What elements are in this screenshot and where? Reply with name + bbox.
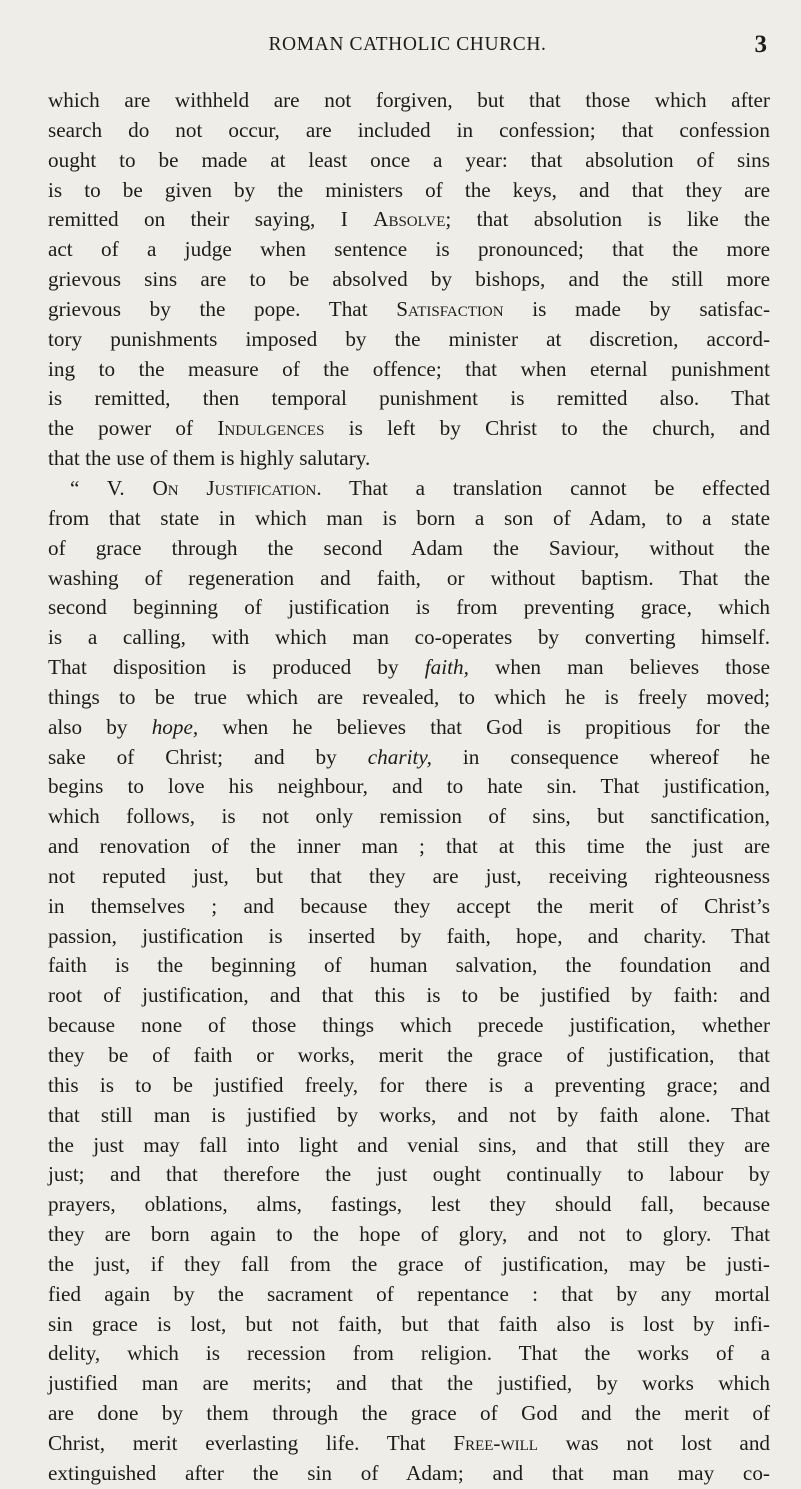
- text-line: [48, 295, 770, 325]
- text-line: root of justification, and that this is to be justified by faith: and: [48, 983, 770, 1008]
- text-run: when he believes that God is propitious for the: [222, 714, 771, 739]
- text-line: fied again by the sacrament of repentance : that by any mortal: [48, 1281, 770, 1306]
- text-line: second beginning of justification is from preventing grace, which: [48, 595, 770, 620]
- text-run: was not lost and: [565, 1430, 771, 1455]
- body-text: [48, 86, 770, 1489]
- text-run: Christ, merit everlasting life. That: [48, 1430, 426, 1455]
- text-line: search do not occur, are included in confession; that confession: [48, 117, 770, 142]
- text-line: the just, if they fall from the grace of justification, may be justi-: [48, 1251, 770, 1276]
- text-line: is a calling, with which man co-operates by converting himself.: [48, 625, 770, 650]
- term-charity: charity,: [367, 744, 432, 769]
- text-line: because none of those things which precede justification, whether: [48, 1013, 770, 1038]
- text-line: justified man are merits; and that the justified, by works which: [48, 1371, 770, 1396]
- text-line: and renovation of the inner man ; that at this time the just are: [48, 834, 770, 859]
- term-absolve: Absolve: [373, 207, 446, 232]
- text-run: in consequence whereof he: [462, 744, 771, 769]
- text-line: [48, 205, 770, 235]
- text-line: are done by them through the grace of God and the merit of: [48, 1401, 770, 1426]
- text-line: [48, 1429, 770, 1459]
- text-line: ought to be made at least once a year: that absolution of sins: [48, 147, 770, 172]
- text-run: remitted on their saying, I: [48, 207, 348, 232]
- text-line: just; and that therefore the just ought continually to labour by: [48, 1162, 770, 1187]
- text-run: is made by satisfac-: [532, 296, 771, 321]
- text-run: ; that absolution is like the: [445, 207, 771, 232]
- text-line: [48, 414, 770, 444]
- page-number: 3: [754, 31, 767, 58]
- text-line: they be of faith or works, merit the grace of justification, that: [48, 1043, 770, 1067]
- text-line: is to be given by the ministers of the keys, and that they are: [48, 177, 770, 202]
- text-line: sin grace is lost, but not faith, but that faith also is lost by infi-: [48, 1311, 770, 1336]
- text-run: That a translation cannot be effected: [349, 475, 770, 500]
- text-line: passion, justification is inserted by faith, hope, and charity. That: [48, 923, 770, 948]
- term-faith: faith,: [424, 655, 469, 680]
- text-line: [48, 713, 770, 743]
- text-run: when man believes those: [495, 655, 771, 680]
- text-line: is remitted, then temporal punishment is remitted also. That: [48, 386, 770, 411]
- text-line: prayers, oblations, alms, fastings, lest they should fall, because: [48, 1192, 770, 1217]
- text-line: faith is the beginning of human salvation, the foundation and: [48, 953, 770, 978]
- text-line: of grace through the second Adam the Saviour, without the: [48, 535, 770, 560]
- text-line: that the use of them is highly salutary.: [48, 446, 371, 471]
- text-line: this is to be justified freely, for there is a preventing grace; and: [48, 1072, 770, 1097]
- text-line: not reputed just, but that they are just, receiving righteousness: [48, 863, 770, 888]
- text-line: tory punishments imposed by the minister at discretion, accord-: [48, 326, 770, 351]
- text-run: grievous by the pope. That: [48, 296, 368, 321]
- text-line: grievous sins are to be absolved by bishops, and the still more: [48, 267, 770, 292]
- text-line: the just may fall into light and venial sins, and that still they are: [48, 1132, 770, 1157]
- text-run: also by: [48, 714, 128, 739]
- text-line: things to be true which are revealed, to which he is freely moved;: [48, 684, 770, 709]
- text-line: in themselves ; and because they accept the merit of Christ’s: [48, 893, 770, 918]
- term-free-will: Free-will: [453, 1430, 538, 1455]
- text-line: which are withheld are not forgiven, but that those which after: [48, 88, 770, 112]
- text-run: is left by Christ to the church, and: [348, 416, 771, 441]
- text-run: the power of: [48, 416, 194, 441]
- text-line: ing to the measure of the offence; that when eternal punishment: [48, 356, 770, 381]
- term-hope: hope,: [151, 714, 199, 739]
- text-line: they are born again to the hope of glory, and not to glory. That: [48, 1222, 770, 1247]
- text-run: sake of Christ; and by: [48, 744, 337, 769]
- text-line: [48, 743, 770, 773]
- text-line: begins to love his neighbour, and to hate sin. That justification,: [48, 774, 770, 799]
- text-line: washing of regeneration and faith, or without baptism. That the: [48, 565, 770, 590]
- text-line: which follows, is not only remission of sins, but sanctification,: [48, 804, 770, 829]
- running-head: [48, 31, 767, 68]
- text-line: [48, 474, 770, 504]
- text-line: that still man is justified by works, and not by faith alone. That: [48, 1102, 770, 1127]
- text-line: extinguished after the sin of Adam; and that man may co-: [48, 1460, 770, 1485]
- section-heading: “ V. On Justification.: [70, 475, 322, 500]
- text-run: That disposition is produced by: [48, 655, 399, 680]
- term-indulgences: Indulgences: [217, 416, 325, 441]
- text-line: from that state in which man is born a son of Adam, to a state: [48, 505, 770, 530]
- text-line: act of a judge when sentence is pronounced; that the more: [48, 237, 770, 262]
- text-line: delity, which is recession from religion. That the works of a: [48, 1341, 770, 1366]
- running-title: ROMAN CATHOLIC CHURCH.: [268, 34, 547, 55]
- term-satisfaction: Satisfaction: [396, 296, 504, 321]
- text-line: [48, 653, 770, 683]
